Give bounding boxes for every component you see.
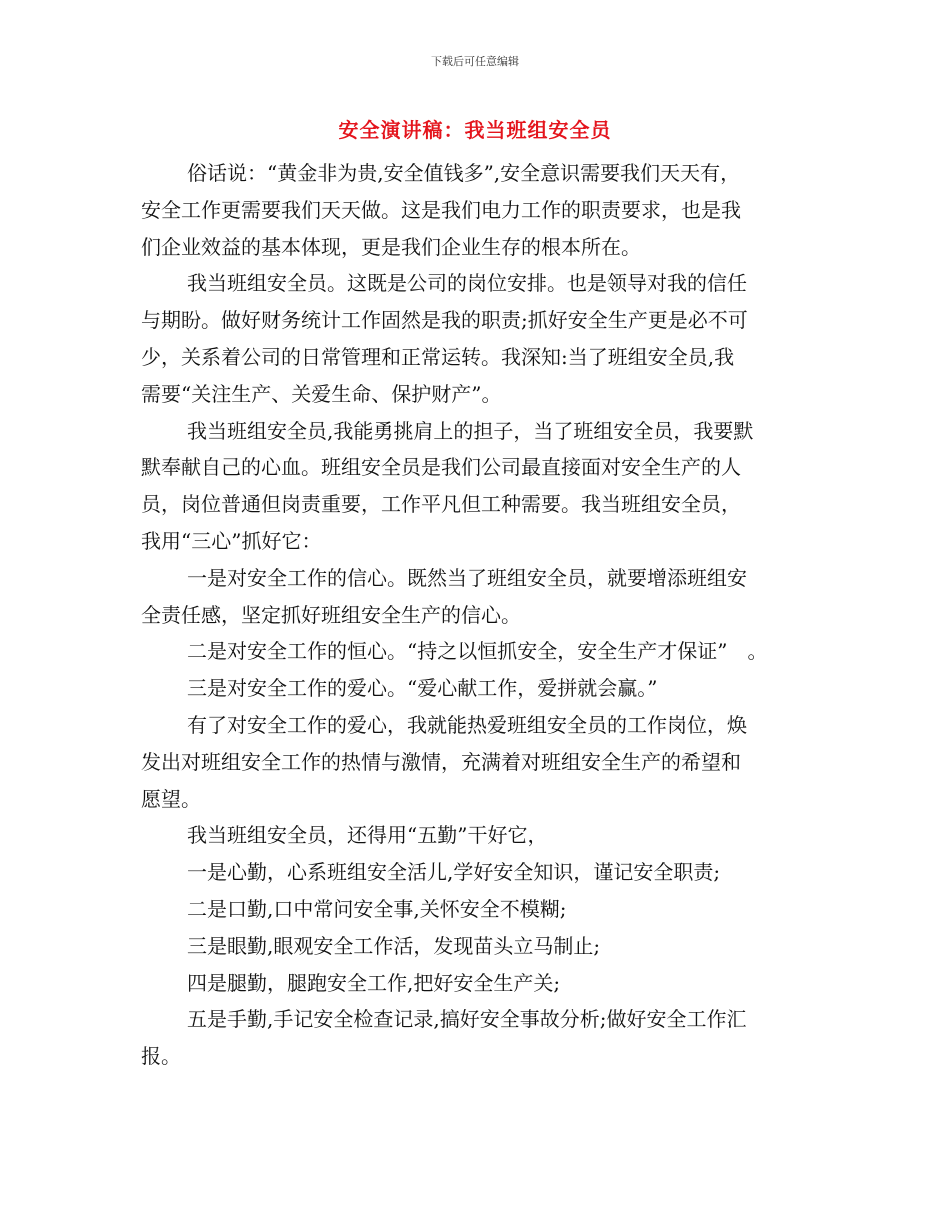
text-line: 二是口勤,口中常问安全事,关怀安全不模糊; [187,896,567,921]
text-line: 愿望。 [141,786,201,811]
text-line: 与期盼。做好财务统计工作固然是我的职责;抓好安全生产更是必不可 [141,308,748,333]
document-title: 安全演讲稿：我当班组安全员 [338,118,612,142]
text-line: 三是眼勤,眼观安全工作活，发现苗头立马制止; [187,933,601,958]
paragraph [141,707,821,817]
document-body [141,155,821,1075]
text-line: 一是对安全工作的信心。既然当了班组安全员，就要增添班组安 [187,565,747,590]
text-line: 五是手勤,手记安全检查记录,搞好安全事故分析;做好安全工作汇 [187,1007,747,1032]
paragraph [141,891,821,928]
text-line: 员，岗位普通但岗责重要，工作平凡但工种需要。我当班组安全员， [141,492,741,517]
text-line: 需要“关注生产、关爱生命、保护财产”。 [141,381,502,406]
text-line: 报。 [141,1044,181,1069]
text-line: 二是对安全工作的恒心。“持之以恒抓安全，安全生产才保证” 。 [187,639,768,664]
paragraph [141,817,821,854]
paragraph [141,965,821,1002]
paragraph [141,633,821,670]
text-line: 一是心勤，心系班组安全活儿,学好安全知识，谨记安全职责; [187,860,721,885]
paragraph [141,1001,821,1075]
paragraph [141,413,821,560]
text-line: 默奉献自己的心血。班组安全员是我们公司最直接面对安全生产的人 [141,455,741,480]
text-line: 我用“三心”抓好它： [141,528,322,553]
text-line: 我当班组安全员，还得用“五勤”干好它， [187,823,548,848]
paragraph [141,670,821,707]
paragraph [141,265,821,412]
paragraph [141,155,821,265]
paragraph [141,854,821,891]
text-line: 我当班组安全员。这既是公司的岗位安排。也是领导对我的信任 [187,271,747,296]
text-line: 们企业效益的基本体现，更是我们企业生存的根本所在。 [141,234,641,259]
text-line: 俗话说：“黄金非为贵,安全值钱多”,安全意识需要我们天天有， [187,161,741,185]
text-line: 四是腿勤，腿跑安全工作,把好安全生产关; [187,970,561,995]
paragraph [141,928,821,965]
text-line: 三是对安全工作的爱心。“爱心献工作，爱拼就会赢。” [187,676,658,701]
text-line: 我当班组安全员,我能勇挑肩上的担子，当了班组安全员，我要默 [187,418,754,443]
text-line: 发出对班组安全工作的热情与激情，充满着对班组安全生产的希望和 [141,749,741,774]
text-line: 少，关系着公司的日常管理和正常运转。我深知:当了班组安全员,我 [141,344,735,369]
text-line: 全责任感，坚定抓好班组安全生产的信心。 [141,602,521,627]
text-line: 有了对安全工作的爱心，我就能热爱班组安全员的工作岗位，焕 [187,712,747,737]
header-note: 下载后可任意编辑 [431,55,519,68]
paragraph [141,560,821,634]
text-line: 安全工作更需要我们天天做。这是我们电力工作的职责要求，也是我 [141,197,741,222]
